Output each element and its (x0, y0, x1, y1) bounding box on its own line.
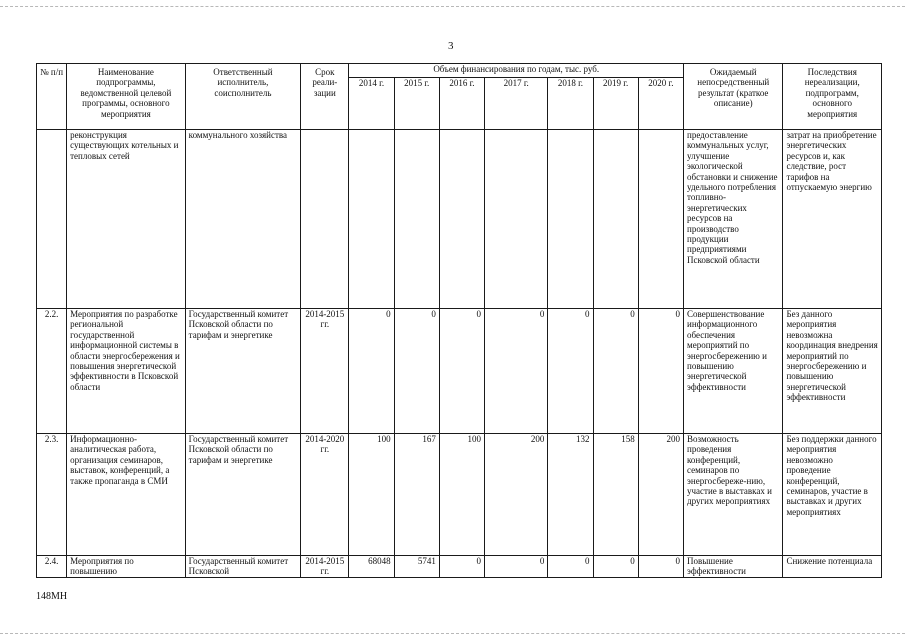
row-value: 0 (593, 309, 638, 434)
row-result: Возможность проведения конференций, семинаров по энергосбереже-нию, участие в выставках и других мероприятиях (684, 434, 783, 556)
row-value: 100 (439, 434, 484, 556)
row-value (394, 130, 439, 309)
row-value: 167 (394, 434, 439, 556)
document-code: 148МН (36, 591, 68, 602)
header-year: 2019 г. (593, 78, 638, 130)
row-value (638, 130, 683, 309)
table-row (37, 130, 882, 309)
row-value: 200 (638, 434, 683, 556)
table-row (37, 309, 882, 434)
row-executor: коммунального хозяйства (185, 130, 301, 309)
row-value: 100 (349, 434, 394, 556)
row-value: 0 (548, 556, 593, 578)
row-num: 2.3. (37, 434, 67, 556)
row-value: 0 (638, 309, 683, 434)
row-value: 158 (593, 434, 638, 556)
row-term: 2014-2015 гг. (301, 309, 349, 434)
program-table (36, 63, 882, 578)
header-executor: Ответственный исполнитель, соисполнитель (185, 64, 301, 130)
row-value: 0 (394, 309, 439, 434)
row-executor: Государственный комитет Псковской области по тарифам и энергетике (185, 434, 301, 556)
row-value: 0 (548, 309, 593, 434)
row-value (349, 130, 394, 309)
row-term: 2014-2015 гг. (301, 556, 349, 578)
row-value: 0 (485, 309, 548, 434)
row-value (593, 130, 638, 309)
header-year: 2018 г. (548, 78, 593, 130)
row-value: 0 (485, 556, 548, 578)
row-name: Мероприятия по повышению (67, 556, 186, 578)
scan-edge-top (0, 6, 905, 7)
row-executor: Государственный комитет Псковской области по тарифам и энергетике (185, 309, 301, 434)
table-row (37, 556, 882, 578)
row-executor: Государственный комитет Псковской (185, 556, 301, 578)
row-value: 132 (548, 434, 593, 556)
row-value (485, 130, 548, 309)
row-name: реконструкция существующих котельных и тепловых сетей (67, 130, 186, 309)
header-year: 2016 г. (439, 78, 484, 130)
row-result: предоставление коммунальных услуг, улучшение экологической обстановки и снижение удельного потребления топливно-энергетических ресурсов на производство продукции предприятиями Псковской области (684, 130, 783, 309)
header-result: Ожидаемый непосредственный результат (краткое описание) (684, 64, 783, 130)
row-value (439, 130, 484, 309)
row-result: Совершенствование информационного обеспечения мероприятий по энергосбережению и повышению энергетической эффективности (684, 309, 783, 434)
row-consequences: Без поддержки данного мероприятия невозможно проведение конференций, семинаров, участие в выставках и других мероприятиях (783, 434, 882, 556)
header-name: Наименование подпрограммы, ведомственной целевой программы, основного мероприятия (67, 64, 186, 130)
row-result: Повышение эффективности (684, 556, 783, 578)
row-value: 0 (593, 556, 638, 578)
row-value (548, 130, 593, 309)
header-year: 2014 г. (349, 78, 394, 130)
header-num: № п/п (37, 64, 67, 130)
header-year: 2015 г. (394, 78, 439, 130)
header-consequences: Последствия нереализации, подпрограмм, основного мероприятия (783, 64, 882, 130)
row-value: 200 (485, 434, 548, 556)
row-consequences: затрат на приобретение энергетических ресурсов и, как следствие, рост тарифов на отпускаемую энергию (783, 130, 882, 309)
header-year: 2017 г. (485, 78, 548, 130)
scan-edge-bottom (0, 633, 905, 634)
row-consequences: Без данного мероприятия невозможна координация внедрения мероприятий по энергосбережению и повышению энергетической эффективности (783, 309, 882, 434)
page-number: 3 (448, 40, 454, 52)
header-term: Срок реали-зации (301, 64, 349, 130)
row-value: 0 (638, 556, 683, 578)
row-value: 68048 (349, 556, 394, 578)
row-value: 0 (439, 309, 484, 434)
header-funding-group: Объем финансирования по годам, тыс. руб. (349, 64, 684, 78)
row-name: Информационно-аналитическая работа, организация семинаров, выставок, конференций, а также пропаганда в СМИ (67, 434, 186, 556)
row-value: 5741 (394, 556, 439, 578)
row-term: 2014-2020 гг. (301, 434, 349, 556)
row-value: 0 (439, 556, 484, 578)
header-year: 2020 г. (638, 78, 683, 130)
row-term (301, 130, 349, 309)
row-num (37, 130, 67, 309)
row-num: 2.2. (37, 309, 67, 434)
row-consequences: Снижение потенциала (783, 556, 882, 578)
row-num: 2.4. (37, 556, 67, 578)
row-name: Мероприятия по разработке региональной государственной информационной системы в области энергосбережения и повышения энергетической эффективности в Псковской области (67, 309, 186, 434)
row-value: 0 (349, 309, 394, 434)
table-row (37, 434, 882, 556)
